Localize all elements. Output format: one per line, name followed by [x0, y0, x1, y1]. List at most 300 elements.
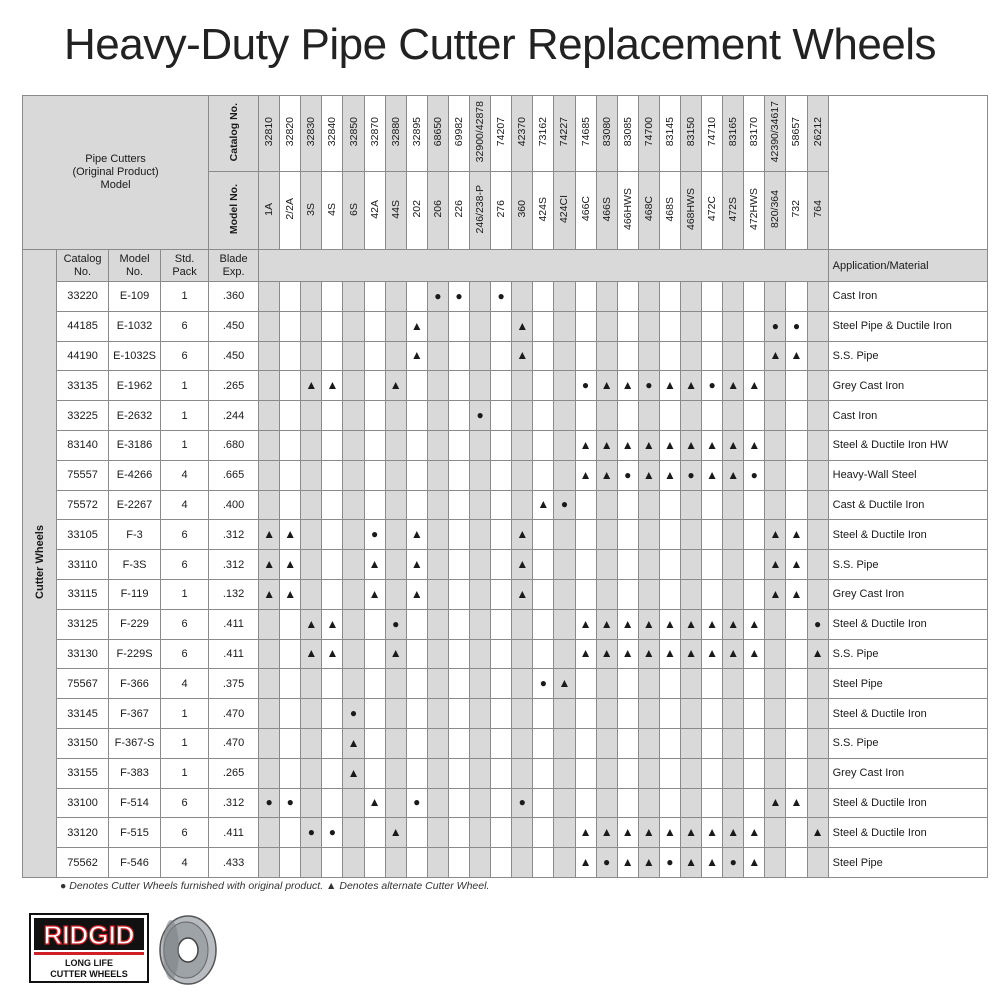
- original-wheel-mark: ●: [624, 467, 632, 482]
- column-model-no: [554, 172, 575, 250]
- row-mark-cell: [744, 758, 765, 788]
- row-model: F-514: [109, 788, 161, 818]
- row-mark-cell: [448, 669, 469, 699]
- row-mark-cell: [617, 639, 638, 669]
- column-model-text: 246/238-P: [474, 184, 487, 234]
- row-mark-cell: [723, 520, 744, 550]
- original-wheel-mark: ●: [307, 825, 315, 840]
- row-mark-cell: [659, 430, 680, 460]
- row-mark-cell: [533, 699, 554, 729]
- row-mark-cell: [575, 848, 596, 878]
- row-mark-cell: [596, 341, 617, 371]
- row-mark-cell: [659, 639, 680, 669]
- row-mark-cell: [385, 609, 406, 639]
- row-mark-cell: [744, 788, 765, 818]
- row-mark-cell: [702, 341, 723, 371]
- alternate-wheel-mark: ▲: [769, 348, 782, 363]
- row-mark-cell: [301, 282, 322, 312]
- row-mark-cell: [259, 639, 280, 669]
- row-mark-cell: [659, 699, 680, 729]
- row-mark-cell: [343, 788, 364, 818]
- row-model: F-546: [109, 848, 161, 878]
- row-mark-cell: [470, 818, 491, 848]
- row-mark-cell: [786, 818, 807, 848]
- row-pack: 1: [161, 728, 209, 758]
- row-mark-cell: [322, 639, 343, 669]
- application-header: Application/Material: [828, 250, 987, 282]
- row-mark-cell: [448, 282, 469, 312]
- row-mark-cell: [680, 430, 701, 460]
- row-mark-cell: [533, 609, 554, 639]
- row-pack: 6: [161, 788, 209, 818]
- row-mark-cell: [491, 341, 512, 371]
- original-wheel-mark: ●: [560, 497, 569, 512]
- row-mark-cell: [659, 371, 680, 401]
- column-catalog-text: 32870: [368, 117, 381, 147]
- column-model-text: 42A: [368, 199, 381, 219]
- row-mark-cell: [744, 728, 765, 758]
- original-wheel-mark: ●: [539, 676, 547, 691]
- blade-col-header: Blade Exp.: [209, 250, 259, 282]
- row-mark-cell: [533, 550, 554, 580]
- alternate-wheel-mark: ▲: [326, 616, 339, 631]
- row-mark-cell: [322, 371, 343, 401]
- row-mark-cell: [280, 818, 301, 848]
- row-mark-cell: [280, 609, 301, 639]
- row-pack: 1: [161, 758, 209, 788]
- cutter-wheel-icon: [160, 916, 216, 984]
- column-model-text: 3S: [305, 202, 318, 216]
- row-mark-cell: [638, 490, 659, 520]
- row-mark-cell: [596, 371, 617, 401]
- alternate-wheel-mark: ▲: [790, 557, 803, 572]
- row-mark-cell: [596, 490, 617, 520]
- alternate-wheel-mark: ▲: [748, 616, 761, 631]
- row-blade: .411: [209, 609, 259, 639]
- row-mark-cell: [765, 550, 786, 580]
- row-mark-cell: [744, 818, 765, 848]
- page-title: Heavy-Duty Pipe Cutter Replacement Wheels: [63, 20, 937, 69]
- alternate-wheel-mark: ▲: [389, 825, 402, 840]
- column-catalog-no: [470, 96, 491, 172]
- row-mark-cell: [554, 788, 575, 818]
- row-mark-cell: [301, 699, 322, 729]
- row-mark-cell: [280, 550, 301, 580]
- column-model-no: [659, 172, 680, 250]
- alternate-wheel-mark: ▲: [642, 467, 655, 482]
- row-mark-cell: [702, 728, 723, 758]
- row-mark-cell: [575, 579, 596, 609]
- column-catalog-text: 32895: [410, 117, 423, 147]
- alternate-wheel-mark: ▲: [516, 586, 529, 601]
- row-mark-cell: [301, 341, 322, 371]
- row-mark-cell: [617, 401, 638, 431]
- row-mark-cell: [385, 579, 406, 609]
- row-mark-cell: [491, 550, 512, 580]
- row-mark-cell: [554, 430, 575, 460]
- column-catalog-no: [723, 96, 744, 172]
- row-mark-cell: [343, 430, 364, 460]
- row-mark-cell: [807, 579, 828, 609]
- row-mark-cell: [765, 401, 786, 431]
- row-mark-cell: [259, 430, 280, 460]
- row-mark-cell: [680, 728, 701, 758]
- row-mark-cell: [575, 282, 596, 312]
- row-mark-cell: [680, 401, 701, 431]
- row-mark-cell: [470, 758, 491, 788]
- column-model-no: [343, 172, 364, 250]
- column-model-text: 424S: [537, 196, 550, 222]
- alternate-wheel-mark: ▲: [727, 378, 740, 393]
- row-mark-cell: [385, 401, 406, 431]
- row-mark-cell: [533, 848, 554, 878]
- table-row: [23, 341, 988, 371]
- alternate-wheel-mark: ▲: [621, 437, 634, 452]
- alternate-wheel-mark: ▲: [621, 378, 634, 393]
- column-catalog-no: [807, 96, 828, 172]
- row-blade: .312: [209, 550, 259, 580]
- column-catalog-text: 83165: [727, 117, 740, 147]
- row-mark-cell: [786, 728, 807, 758]
- row-mark-cell: [448, 848, 469, 878]
- row-mark-cell: [322, 579, 343, 609]
- row-mark-cell: [617, 550, 638, 580]
- column-model-no: [765, 172, 786, 250]
- svg-text:LONG LIFE: LONG LIFE: [65, 958, 113, 968]
- row-mark-cell: [364, 728, 385, 758]
- alternate-wheel-mark: ▲: [579, 437, 592, 452]
- row-application: Steel & Ductile Iron: [828, 699, 987, 729]
- row-mark-cell: [427, 490, 448, 520]
- row-mark-cell: [259, 669, 280, 699]
- row-mark-cell: [427, 699, 448, 729]
- row-model: E-1032S: [109, 341, 161, 371]
- row-mark-cell: [807, 550, 828, 580]
- row-mark-cell: [259, 311, 280, 341]
- row-mark-cell: [575, 699, 596, 729]
- row-model: E-4266: [109, 460, 161, 490]
- row-mark-cell: [280, 788, 301, 818]
- alternate-wheel-mark: ▲: [790, 348, 803, 363]
- row-mark-cell: [596, 430, 617, 460]
- row-mark-cell: [617, 371, 638, 401]
- row-pack: 6: [161, 520, 209, 550]
- row-mark-cell: [575, 639, 596, 669]
- row-mark-cell: [723, 430, 744, 460]
- row-mark-cell: [596, 579, 617, 609]
- row-blade: .665: [209, 460, 259, 490]
- row-mark-cell: [448, 788, 469, 818]
- row-model: E-2632: [109, 401, 161, 431]
- row-mark-cell: [807, 639, 828, 669]
- row-mark-cell: [491, 430, 512, 460]
- column-catalog-text: 74207: [495, 117, 508, 147]
- row-mark-cell: [259, 401, 280, 431]
- row-mark-cell: [301, 788, 322, 818]
- row-mark-cell: [723, 401, 744, 431]
- row-mark-cell: [259, 579, 280, 609]
- row-model: E-1032: [109, 311, 161, 341]
- row-mark-cell: [617, 699, 638, 729]
- row-mark-cell: [343, 341, 364, 371]
- row-mark-cell: [280, 490, 301, 520]
- row-mark-cell: [617, 848, 638, 878]
- row-mark-cell: [765, 848, 786, 878]
- row-mark-cell: [638, 758, 659, 788]
- column-catalog-no: [659, 96, 680, 172]
- row-mark-cell: [448, 728, 469, 758]
- row-mark-cell: [786, 282, 807, 312]
- row-mark-cell: [280, 282, 301, 312]
- row-mark-cell: [786, 490, 807, 520]
- column-model-text: 472S: [727, 196, 740, 222]
- row-mark-cell: [427, 609, 448, 639]
- row-mark-cell: [512, 550, 533, 580]
- alternate-wheel-mark: ▲: [663, 616, 676, 631]
- row-application: Steel & Ductile Iron: [828, 609, 987, 639]
- row-mark-cell: [554, 699, 575, 729]
- row-mark-cell: [259, 788, 280, 818]
- original-wheel-mark: ●: [392, 616, 400, 631]
- row-mark-cell: [322, 401, 343, 431]
- row-mark-cell: [680, 758, 701, 788]
- original-wheel-mark: ●: [518, 795, 526, 810]
- row-mark-cell: [448, 341, 469, 371]
- row-mark-cell: [744, 311, 765, 341]
- table-row: [23, 282, 988, 312]
- row-mark-cell: [680, 609, 701, 639]
- column-catalog-no: [491, 96, 512, 172]
- column-catalog-text: 32810: [263, 117, 276, 147]
- row-catalog: 33225: [57, 401, 109, 431]
- row-mark-cell: [322, 848, 343, 878]
- row-mark-cell: [723, 341, 744, 371]
- alternate-wheel-mark: ▲: [621, 825, 634, 840]
- alternate-wheel-mark: ▲: [685, 646, 697, 661]
- row-mark-cell: [427, 282, 448, 312]
- row-model: F-366: [109, 669, 161, 699]
- row-mark-cell: [638, 401, 659, 431]
- row-mark-cell: [533, 520, 554, 550]
- row-mark-cell: [807, 401, 828, 431]
- row-mark-cell: [301, 639, 322, 669]
- column-model-text: 468S: [663, 196, 676, 222]
- row-blade: .450: [209, 311, 259, 341]
- row-mark-cell: [659, 282, 680, 312]
- column-model-no: [617, 172, 638, 250]
- row-mark-cell: [301, 490, 322, 520]
- row-catalog: 33105: [57, 520, 109, 550]
- row-pack: 4: [161, 848, 209, 878]
- row-mark-cell: [617, 341, 638, 371]
- row-mark-cell: [322, 758, 343, 788]
- row-mark-cell: [448, 579, 469, 609]
- row-mark-cell: [554, 639, 575, 669]
- row-mark-cell: [744, 550, 765, 580]
- row-mark-cell: [322, 430, 343, 460]
- row-catalog: 75557: [57, 460, 109, 490]
- table-row: [23, 401, 988, 431]
- row-mark-cell: [638, 430, 659, 460]
- row-catalog: 75572: [57, 490, 109, 520]
- row-mark-cell: [470, 579, 491, 609]
- row-mark-cell: [744, 639, 765, 669]
- alternate-wheel-mark: ▲: [284, 586, 297, 601]
- row-mark-cell: [364, 341, 385, 371]
- row-mark-cell: [259, 341, 280, 371]
- row-mark-cell: [322, 341, 343, 371]
- row-mark-cell: [385, 788, 406, 818]
- row-mark-cell: [448, 401, 469, 431]
- row-mark-cell: [807, 490, 828, 520]
- row-mark-cell: [596, 639, 617, 669]
- alternate-wheel-mark: ▲: [642, 825, 655, 840]
- alternate-wheel-mark: ▲: [663, 825, 676, 840]
- row-model: F-515: [109, 818, 161, 848]
- row-application: Steel Pipe: [828, 669, 987, 699]
- column-catalog-text: 74710: [706, 117, 719, 147]
- row-mark-cell: [744, 371, 765, 401]
- row-mark-cell: [301, 460, 322, 490]
- row-mark-cell: [470, 371, 491, 401]
- column-catalog-text: 69982: [452, 117, 465, 147]
- row-mark-cell: [638, 282, 659, 312]
- alternate-wheel-mark: ▲: [685, 437, 697, 452]
- column-catalog-text: 42390/34617: [769, 101, 782, 163]
- row-mark-cell: [638, 728, 659, 758]
- column-catalog-no: [533, 96, 554, 172]
- row-application: Steel & Ductile Iron HW: [828, 430, 987, 460]
- row-mark-cell: [554, 371, 575, 401]
- row-application: Cast Iron: [828, 282, 987, 312]
- row-blade: .312: [209, 788, 259, 818]
- row-mark-cell: [617, 758, 638, 788]
- row-mark-cell: [322, 699, 343, 729]
- row-mark-cell: [786, 460, 807, 490]
- svg-text:RIDGID: RIDGID: [43, 920, 135, 950]
- alternate-wheel-mark: ▲: [410, 527, 423, 542]
- row-mark-cell: [343, 818, 364, 848]
- row-mark-cell: [659, 341, 680, 371]
- row-mark-cell: [533, 490, 554, 520]
- original-wheel-mark: ●: [603, 855, 611, 870]
- row-mark-cell: [744, 490, 765, 520]
- column-catalog-no: [744, 96, 765, 172]
- row-pack: 1: [161, 579, 209, 609]
- row-mark-cell: [259, 371, 280, 401]
- row-mark-cell: [406, 341, 427, 371]
- alternate-wheel-mark: ▲: [284, 527, 297, 542]
- row-mark-cell: [491, 758, 512, 788]
- row-mark-cell: [406, 371, 427, 401]
- row-pack: 6: [161, 609, 209, 639]
- row-mark-cell: [680, 490, 701, 520]
- row-mark-cell: [744, 579, 765, 609]
- alternate-wheel-mark: ▲: [347, 735, 360, 750]
- row-mark-cell: [491, 371, 512, 401]
- row-mark-cell: [554, 460, 575, 490]
- alternate-wheel-mark: ▲: [368, 795, 381, 810]
- catalog-no-header: [209, 96, 259, 172]
- row-mark-cell: [765, 282, 786, 312]
- row-mark-cell: [364, 699, 385, 729]
- row-mark-cell: [659, 490, 680, 520]
- row-mark-cell: [512, 639, 533, 669]
- row-mark-cell: [533, 669, 554, 699]
- alternate-wheel-mark: ▲: [516, 557, 529, 572]
- row-mark-cell: [491, 609, 512, 639]
- row-mark-cell: [364, 550, 385, 580]
- row-mark-cell: [596, 401, 617, 431]
- column-model-no: [512, 172, 533, 250]
- row-blade: .470: [209, 699, 259, 729]
- row-catalog: 75562: [57, 848, 109, 878]
- table-row: [23, 579, 988, 609]
- row-mark-cell: [364, 788, 385, 818]
- row-catalog: 44190: [57, 341, 109, 371]
- row-mark-cell: [533, 758, 554, 788]
- row-mark-cell: [744, 430, 765, 460]
- row-mark-cell: [680, 579, 701, 609]
- alternate-wheel-mark: ▲: [579, 467, 592, 482]
- row-mark-cell: [554, 311, 575, 341]
- column-model-text: 276: [495, 200, 508, 218]
- row-blade: .433: [209, 848, 259, 878]
- row-mark-cell: [723, 728, 744, 758]
- alternate-wheel-mark: ▲: [769, 586, 782, 601]
- table-row: [23, 460, 988, 490]
- original-wheel-mark: ●: [750, 467, 758, 482]
- row-mark-cell: [491, 848, 512, 878]
- row-mark-cell: [744, 669, 765, 699]
- alternate-wheel-mark: ▲: [305, 646, 318, 661]
- row-mark-cell: [280, 728, 301, 758]
- row-mark-cell: [364, 460, 385, 490]
- alternate-wheel-mark: ▲: [389, 646, 402, 661]
- row-mark-cell: [638, 371, 659, 401]
- row-mark-cell: [301, 609, 322, 639]
- column-model-text: 44S: [389, 199, 402, 219]
- alternate-wheel-mark: ▲: [600, 646, 613, 661]
- row-model: F-3S: [109, 550, 161, 580]
- row-mark-cell: [807, 818, 828, 848]
- original-wheel-mark: ●: [328, 825, 337, 840]
- alternate-wheel-mark: ▲: [410, 557, 423, 572]
- original-wheel-mark: ●: [455, 288, 463, 303]
- column-catalog-text: 73162: [537, 117, 550, 147]
- column-catalog-no: [617, 96, 638, 172]
- row-mark-cell: [322, 282, 343, 312]
- row-mark-cell: [512, 371, 533, 401]
- row-mark-cell: [554, 490, 575, 520]
- model-no-header: [209, 172, 259, 250]
- row-mark-cell: [322, 669, 343, 699]
- row-mark-cell: [786, 430, 807, 460]
- row-mark-cell: [533, 728, 554, 758]
- column-model-text: 6S: [347, 202, 360, 216]
- row-mark-cell: [533, 788, 554, 818]
- row-mark-cell: [364, 401, 385, 431]
- row-catalog: 33155: [57, 758, 109, 788]
- row-mark-cell: [427, 401, 448, 431]
- row-mark-cell: [259, 758, 280, 788]
- blank-header: [828, 96, 987, 250]
- row-model: F-383: [109, 758, 161, 788]
- row-pack: 6: [161, 818, 209, 848]
- alternate-wheel-mark: ▲: [516, 348, 529, 363]
- alternate-wheel-mark: ▲: [642, 437, 655, 452]
- row-mark-cell: [512, 728, 533, 758]
